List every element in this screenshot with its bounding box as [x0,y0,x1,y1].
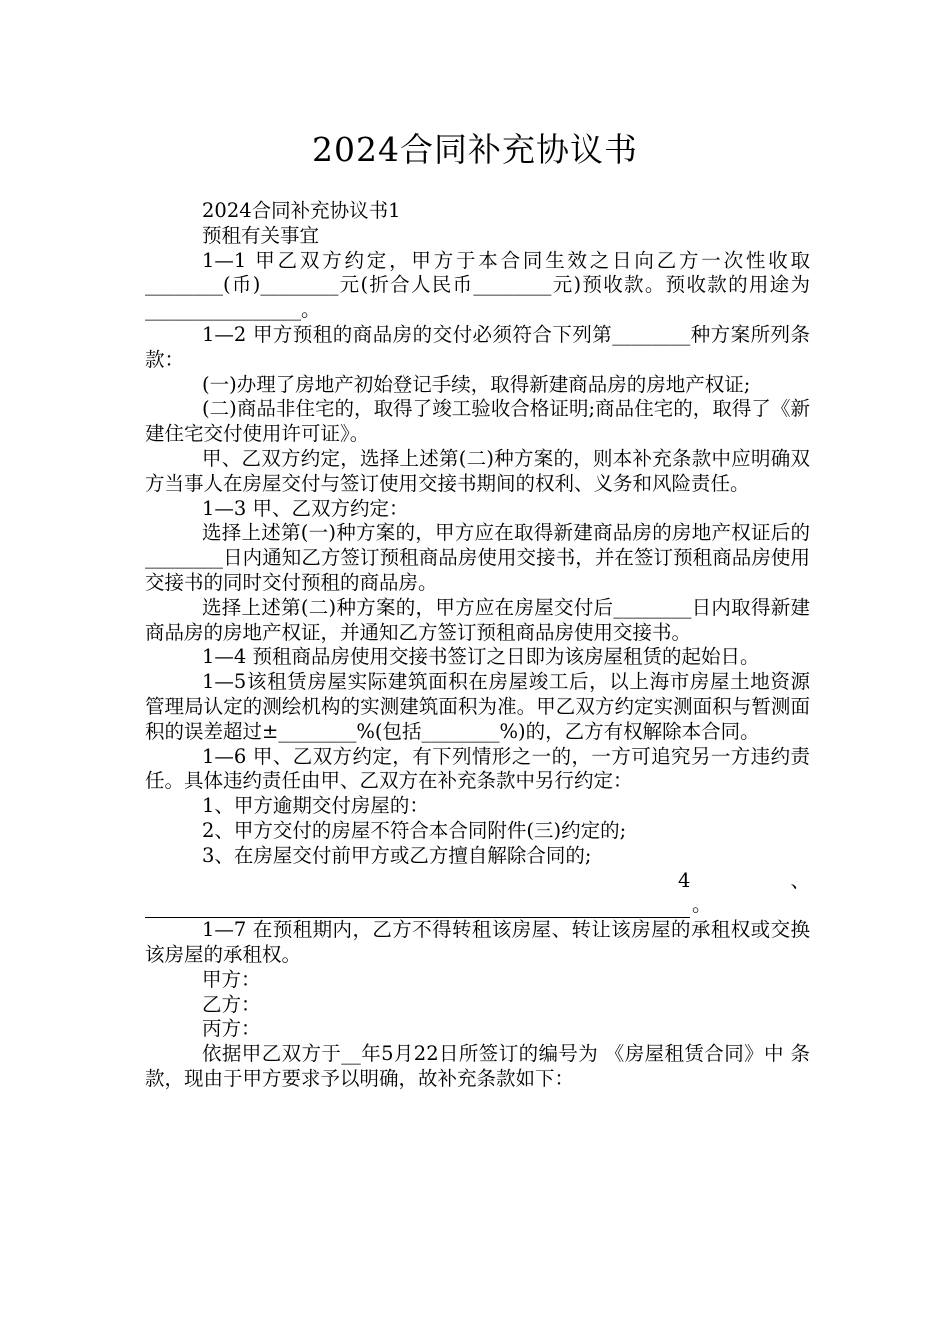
option-2-note: 甲、乙双方约定，选择上述第(二)种方案的，则本补充条款中应明确双方当事人在房屋交付与签订使用交接书期间的权利、义务和风险责任。 [145,446,810,495]
list-item-4-blank [145,893,810,918]
list-item-2: 2、甲方交付的房屋不符合本合同附件(三)约定的; [202,818,627,842]
supplement-intro: 依据甲乙双方于__年5月22日所签订的编号为 《房屋租赁合同》中 条款，现由于甲方要求予以明确，故补充条款如下： [145,1042,810,1090]
subtitle: 2024合同补充协议书1 [202,199,401,222]
blank-underline [145,903,690,918]
party-a-signature: 甲方： [202,967,261,991]
document-title: 2024合同补充协议书 [312,130,638,169]
document-body [145,199,810,1092]
clause-1-2: 1—2 甲方预租的商品房的交付必须符合下列第________种方案所列条款： [145,322,810,371]
list-item-4-number: 4 [678,868,691,892]
clause-1-6: 1—6 甲、乙双方约定，有下列情形之一的，一方可追究另一方违约责任。具体违约责任由甲、乙双方在补充条款中另行约定： [145,744,810,793]
clause-1-3-option-1: 选择上述第(一)种方案的，甲方应在取得新建商品房的房地产权证后的________日内通知乙方签订预租商品房使用交接书，并在签订预租商品房使用交接书的同时交付预租的商品房。 [145,521,810,594]
list-item-3: 3、在房屋交付前甲方或乙方擅自解除合同的; [202,843,592,867]
list-item-1: 1、甲方逾期交付房屋的： [202,794,429,818]
option-1: (一)办理了房地产初始登记手续，取得新建商品房的房地产权证; [202,372,751,396]
list-item-4-header [145,869,810,894]
clause-1-7: 1—7 在预租期内，乙方不得转租该房屋、转让该房屋的承租权或交换该房屋的承租权。 [145,918,810,966]
clause-1-5: 1—5该租赁房屋实际建筑面积在房屋竣工后，以上海市房屋土地资源管理局认定的测绘机构的实测建筑面积为准。甲乙双方约定实测面积与暂测面积的误差超过±________%(包括________%)的，乙方有权解除本合同。 [145,670,810,743]
party-b-signature: 乙方： [202,992,261,1016]
clause-1-1: 1—1 甲乙双方约定，甲方于本合同生效之日向乙方一次性收取________(币)________元(折合人民币________元)预收款。预收款的用途为________________。 [145,248,810,322]
option-2: (二)商品非住宅的，取得了竣工验收合格证明;商品住宅的，取得了《新建住宅交付使用许可证》。 [145,397,810,446]
clause-1-4: 1—4 预租商品房使用交接书签订之日即为该房屋租赁的起始日。 [202,645,760,669]
list-item-4-separator: 、 [790,868,810,892]
clause-1-3-option-2: 选择上述第(二)种方案的，甲方应在房屋交付后________日内取得新建商品房的房地产权证，并通知乙方签订预租商品房使用交接书。 [145,595,810,644]
party-c-signature: 丙方： [202,1017,261,1041]
list-item-4-end: 。 [692,893,712,917]
section-heading: 预租有关事宜 [202,223,320,247]
clause-1-3: 1—3 甲、乙双方约定： [202,496,409,520]
